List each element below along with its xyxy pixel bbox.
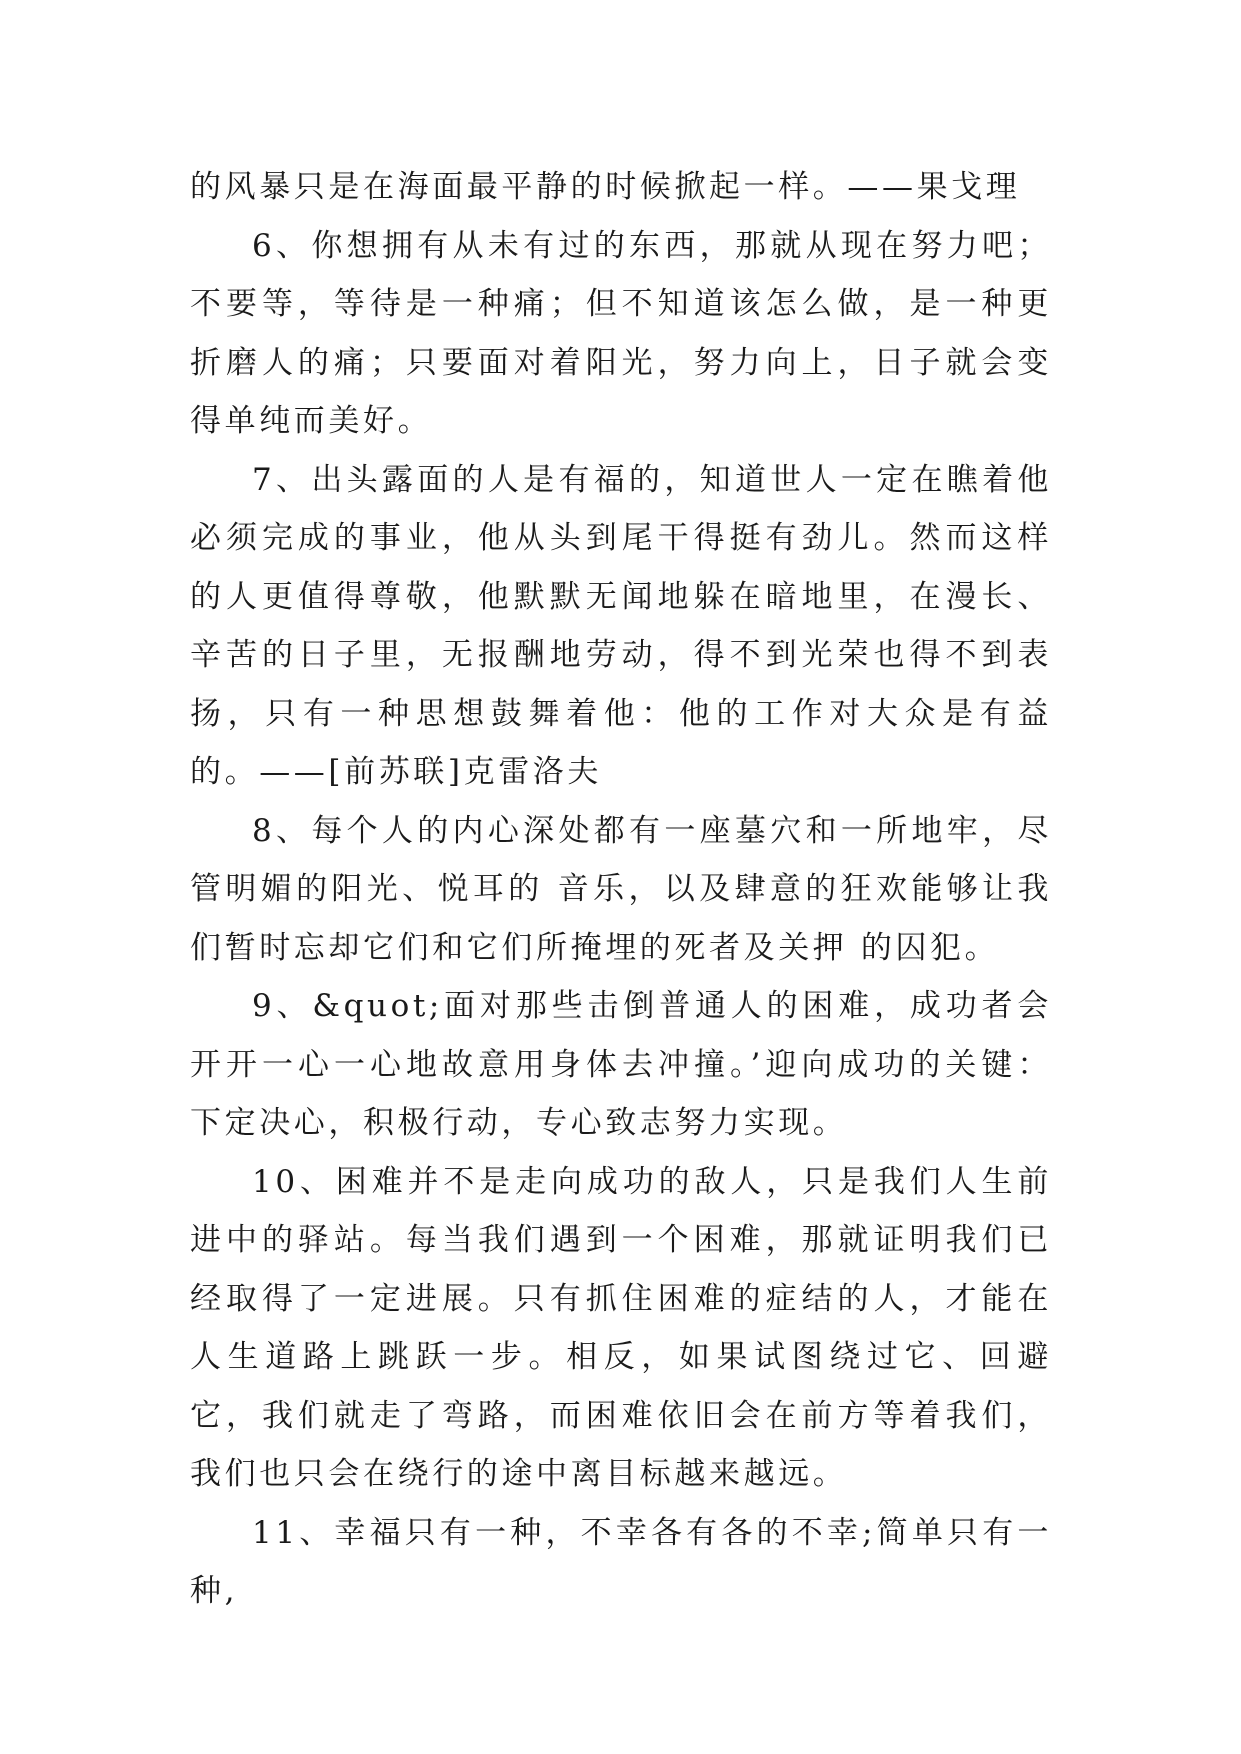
paragraph-10: 10、困难并不是走向成功的敌人，只是我们人生前进中的驿站。每当我们遇到一个困难，那就证明我们已经取得了一定进展。只有抓住困难的症结的人，才能在人生道路上跳跃一步。相反，如果试图绕过它、回避它，我们就走了弯路，而困难依旧会在前方等着我们，我们也只会在绕行的途中离目标越来越远。 [190,1163,1052,1492]
paragraph-8: 8、每个人的内心深处都有一座墓穴和一所地牢，尽管明媚的阳光、悦耳的 音乐，以及肆意的狂欢能够让我们暂时忘却它们和它们所掩埋的死者及关押 的囚犯。 [190,812,1052,966]
paragraph-7: 7、出头露面的人是有福的，知道世人一定在瞧着他必须完成的事业，他从头到尾干得挺有劲儿。然而这样的人更值得尊敬，他默默无闻地躲在暗地里，在漫长、辛苦的日子里，无报酬地劳动，得不到光荣也得不到表扬，只有一种思想鼓舞着他：他的工作对大众是有益的。——[前苏联]克雷洛夫 [190,461,1052,790]
document-body [190,158,1052,1621]
paragraph-6: 6、你想拥有从未有过的东西，那就从现在努力吧；不要等，等待是一种痛；但不知道该怎么做，是一种更折磨人的痛；只要面对着阳光，努力向上，日子就会变得单纯而美好。 [190,227,1052,439]
paragraph-9: 9、&quot;面对那些击倒普通人的困难，成功者会开开一心一心地故意用身体去冲撞。’迎向成功的关键：下定决心，积极行动，专心致志努力实现。 [190,988,1052,1141]
paragraph-continuation: 的风暴只是在海面最平静的时候掀起一样。——果戈理 [190,169,1021,205]
paragraph-11: 11、幸福只有一种，不幸各有各的不幸;简单只有一种, [190,1514,1052,1609]
